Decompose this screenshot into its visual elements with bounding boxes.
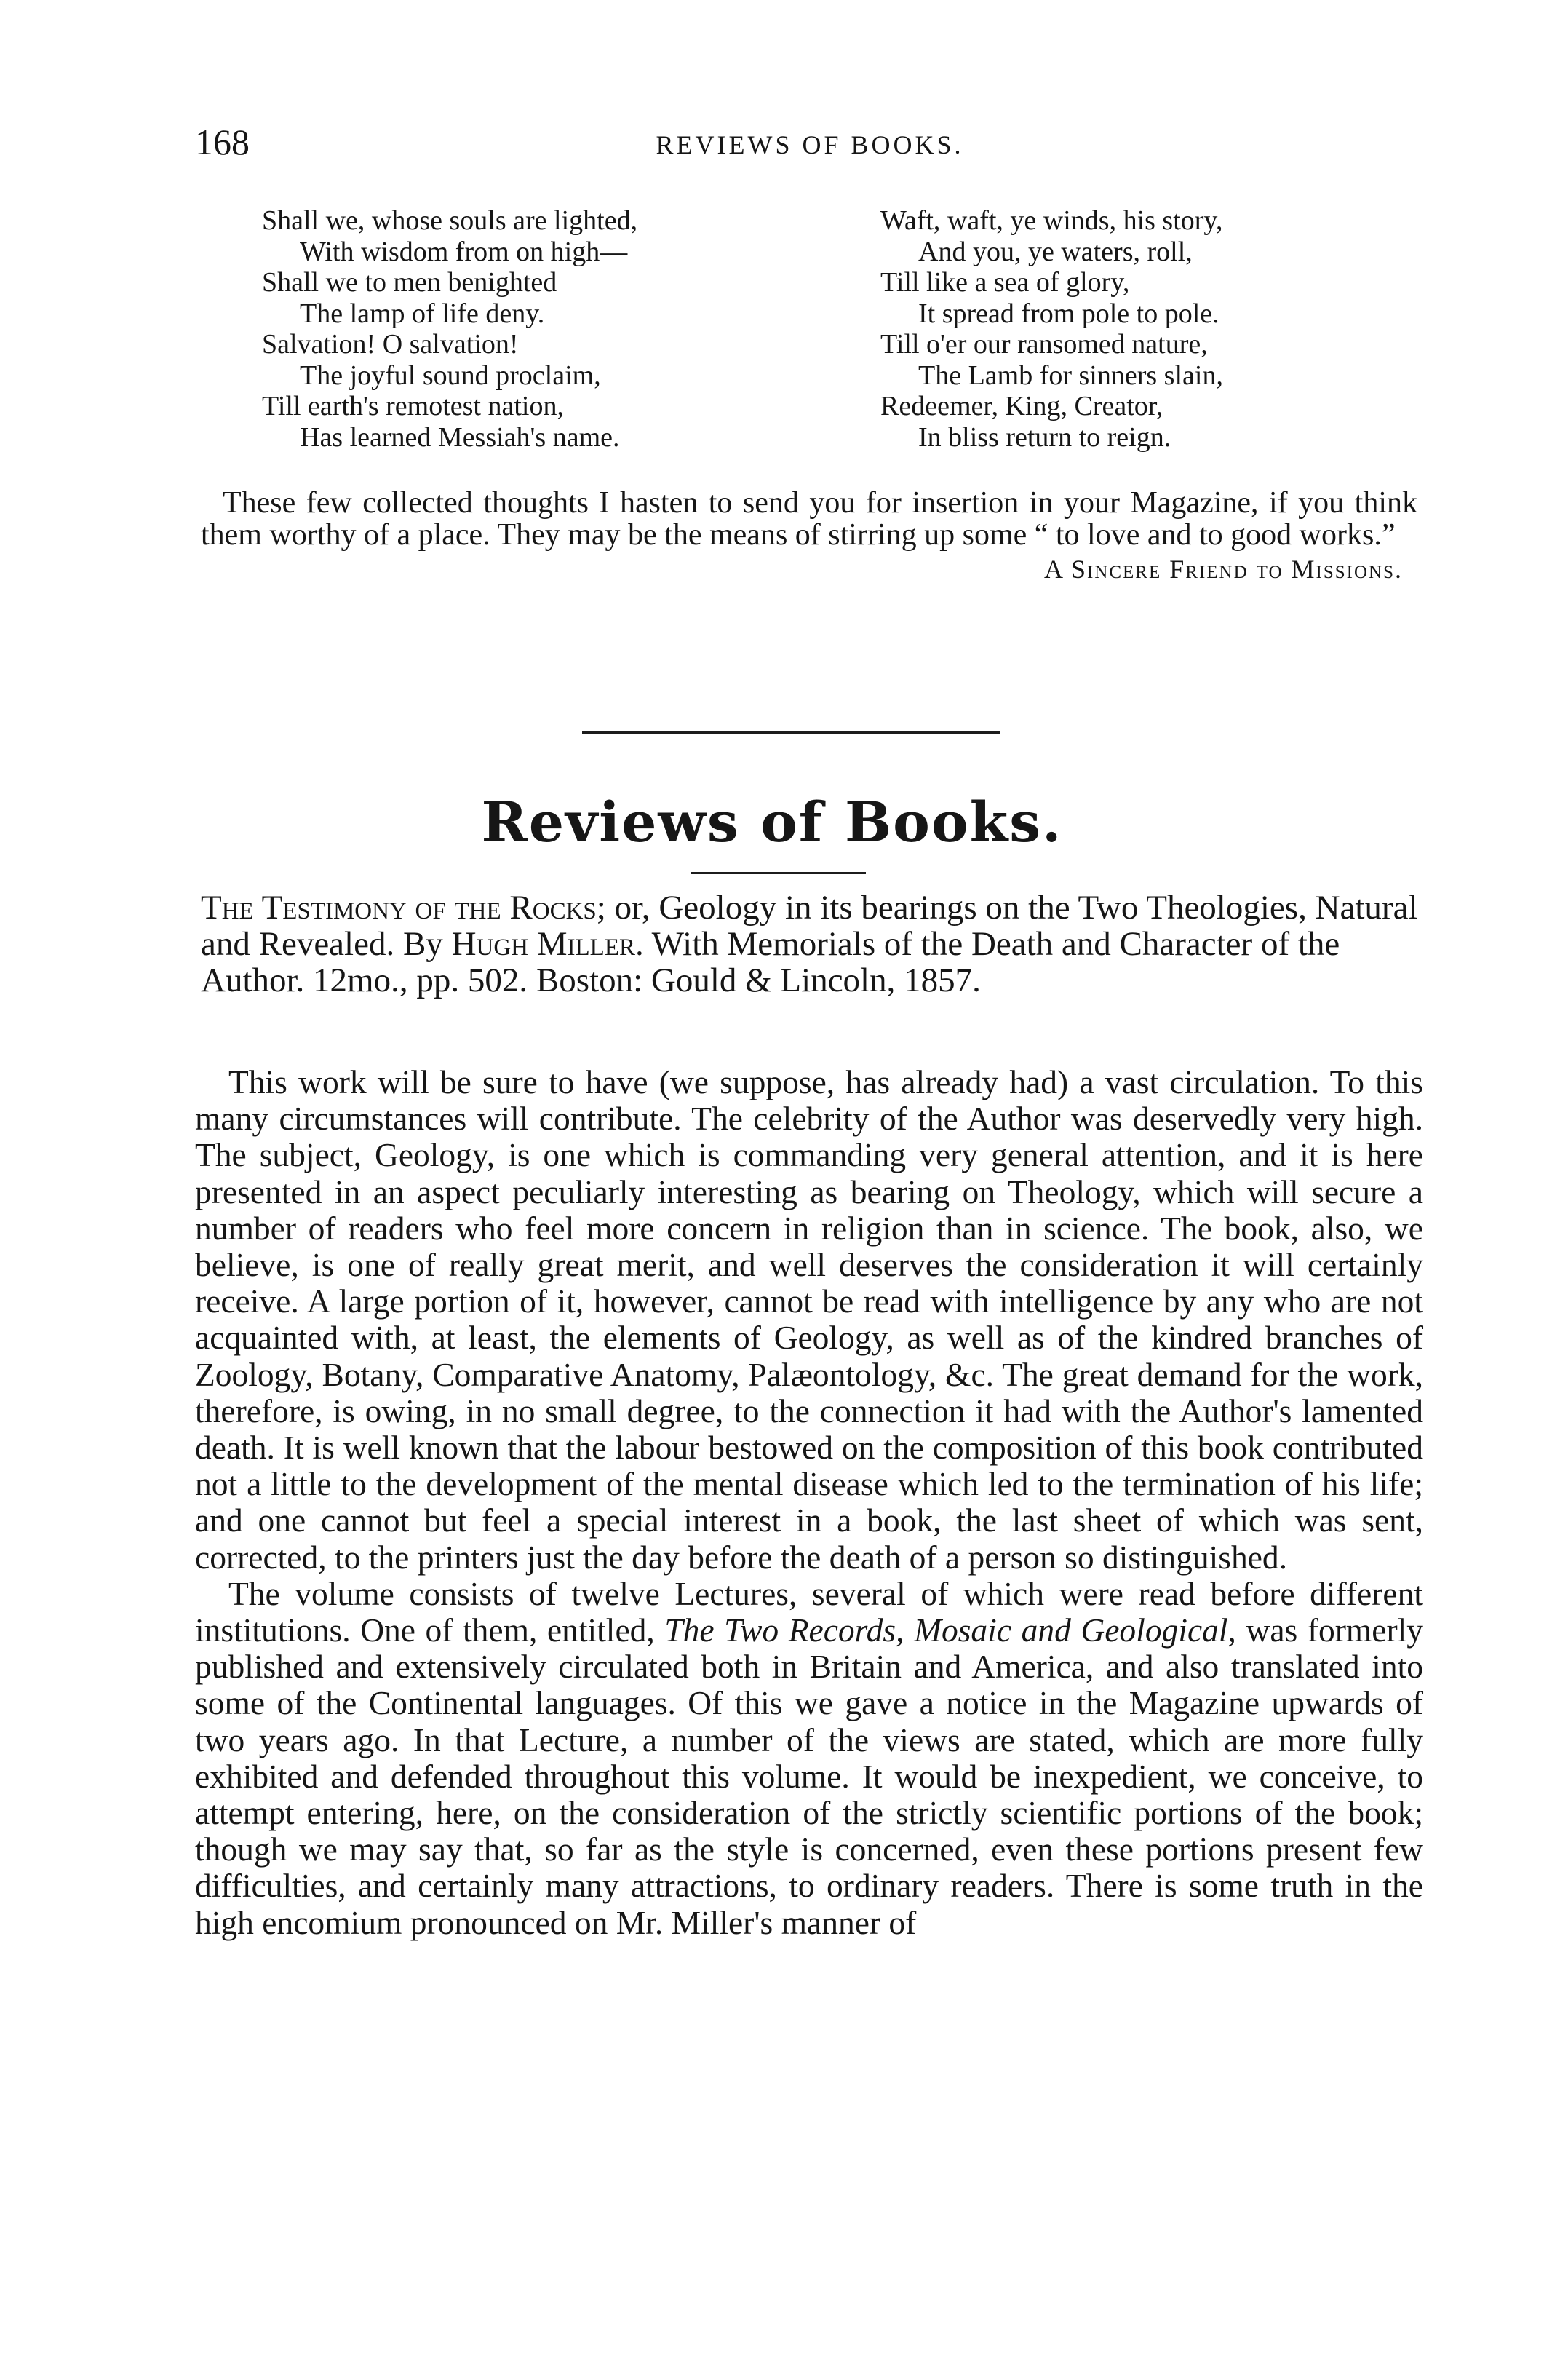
book-details: . With Memorials of the Death and Character of the Author. 12mo., pp. 502. Boston: Gould & Lincoln, 1857. <box>201 925 1340 999</box>
review-paragraph-2-rest: was formerly published and extensively circulated both in Britain and America, and also translated into some of the Continental languages. Of this we gave a notice in the Magazine upwards of two years ago. In that Lecture, a number of the views are stated, which are more fully exhibited and defended throughout this volume. It would be inexpedient, we conceive, to attempt entering, here, on the consideration of the strictly scientific portions of the book; though we may say that, so far as the style is concerned, even these portions present few difficulties, and certainly many attractions, to ordinary readers. There is some truth in the high encomium pronounced on Mr. Miller's manner of <box>195 1611 1424 1941</box>
letter-closing <box>201 488 1417 586</box>
closing-paragraph: These few collected thoughts I hasten to send you for insertion in your Magazine, if you think them worthy of a place. They may be the means of stirring up some “ to love and to good works.” <box>201 486 1417 552</box>
poem-line: Till o'er our ransomed nature, <box>880 329 1208 360</box>
lecture-title: The Two Records, Mosaic and Geological, <box>664 1611 1236 1649</box>
poem-line: Redeemer, King, Creator, <box>880 391 1163 421</box>
section-divider <box>582 731 1000 734</box>
page-number: 168 <box>195 122 250 162</box>
poem-line: Shall we, whose souls are lighted, <box>262 205 638 236</box>
book-title: The Testimony of the Rocks <box>201 889 597 927</box>
signature: A Sincere Friend to Missions. <box>1043 555 1403 584</box>
poem-line: With wisdom from on high— <box>300 236 628 267</box>
poem-right-column <box>880 205 1433 453</box>
title-underline <box>691 872 866 874</box>
page-header <box>195 116 1425 167</box>
book-author: Hugh Miller <box>451 925 636 963</box>
poem-line: Salvation! O salvation! <box>262 329 519 360</box>
running-head: REVIEWS OF BOOKS. <box>656 130 964 159</box>
review-paragraph-1: This work will be sure to have (we suppose, has already had) a vast circulation. To this many circumstances will contribute. The celebrity of the Author was deservedly very high. The subject, Geology, is one which is commanding very general attention, and it is here presented in an aspect peculiarly interesting as bearing on Theology, which will secure a number of readers who feel more concern in religion than in science. The book, also, we believe, is one of really great merit, and well deserves the consideration it will certainly receive. A large portion of it, however, cannot be read with intelligence by any who are not acquainted with, at least, the elements of Geology, as well as of the kindred branches of Zoology, Botany, Comparative Anatomy, Palæontology, &c. The great demand for the work, therefore, is owing, in no small degree, to the connection it had with the Author's lamented death. It is well known that the labour bestowed on the composition of this book contributed not a little to the development of the mental disease which led to the termination of his life; and one cannot but feel a special interest in a book, the last sheet of which was sent, corrected, to the printers just the day before the death of a person so distinguished. <box>195 1063 1423 1576</box>
poem-left-column <box>262 205 829 453</box>
poem-line: The Lamb for sinners slain, <box>918 360 1223 391</box>
poem-line: Till like a sea of glory, <box>880 267 1130 298</box>
poem-line: Shall we to men benighted <box>262 267 557 298</box>
poem-line: The joyful sound proclaim, <box>300 360 601 391</box>
book-citation <box>201 889 1423 999</box>
poem-line: Has learned Messiah's name. <box>300 421 620 453</box>
review-body <box>195 1064 1423 1941</box>
book-subtitle: ; or, Geology in its bearings on the Two Theologies, Natural and Revealed. By <box>201 889 1418 963</box>
poem-line: Waft, waft, ye winds, his story, <box>880 205 1223 236</box>
poem-line: The lamp of life deny. <box>300 298 545 329</box>
poem-line: And you, ye waters, roll, <box>918 236 1193 267</box>
poem-line: Till earth's remotest nation, <box>262 391 564 421</box>
review-paragraph-2 <box>195 1576 1423 1941</box>
poem-line: In bliss return to reign. <box>918 421 1171 453</box>
poem-line: It spread from pole to pole. <box>918 298 1219 329</box>
review-paragraph-2-start: The volume consists of twelve Lectures, several of which were read before different institutions. One of them, entitled, <box>195 1574 1423 1649</box>
section-title: Reviews of Books. <box>481 790 1063 854</box>
